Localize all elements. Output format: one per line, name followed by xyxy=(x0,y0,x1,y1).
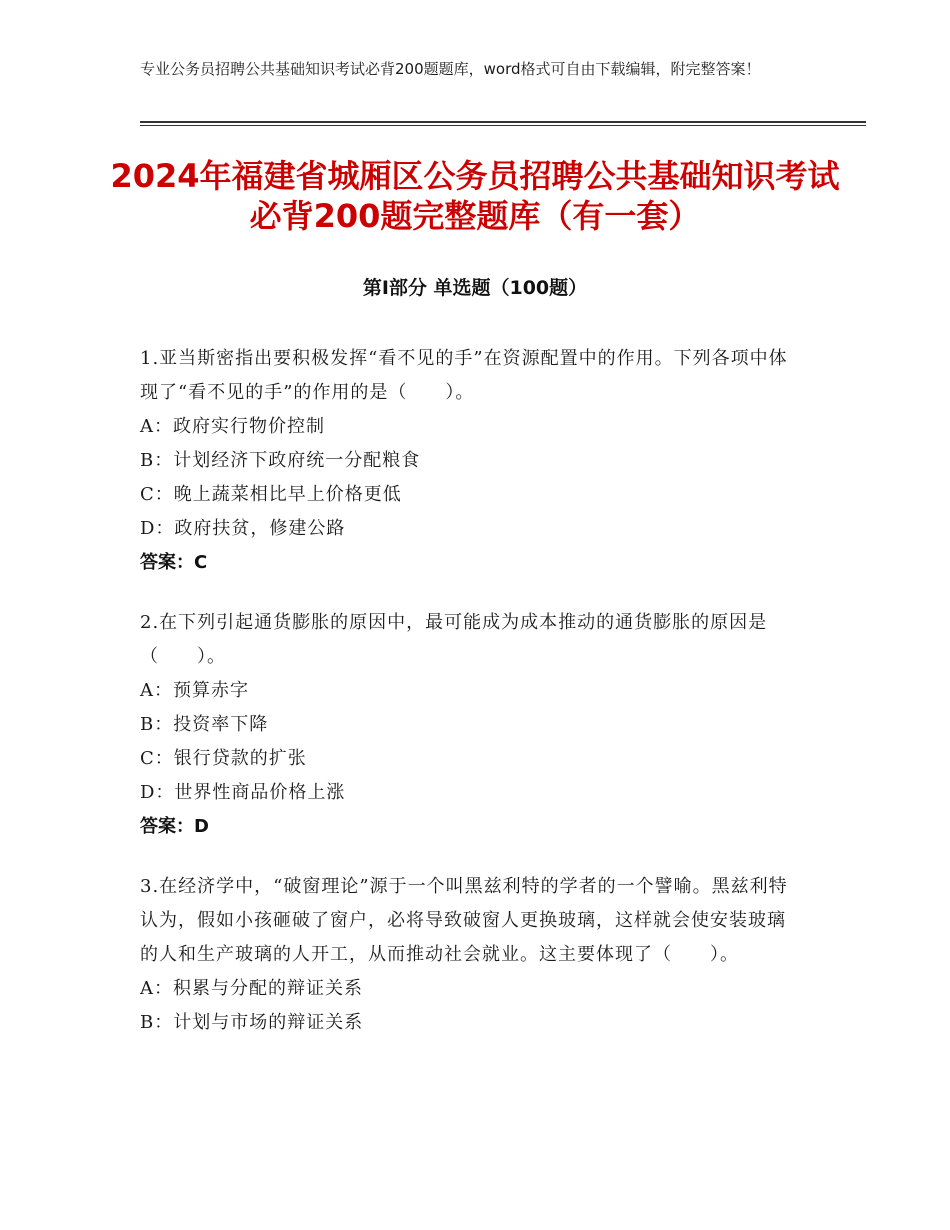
option-b: B：投资率下降 xyxy=(140,714,269,735)
answer-label: 答案：C xyxy=(140,552,208,573)
option-a: A：政府实行物价控制 xyxy=(140,416,325,437)
option-c: C：晚上蔬菜相比早上价格更低 xyxy=(140,484,402,505)
question-2 xyxy=(140,606,800,844)
option-b: B：计划经济下政府统一分配粮食 xyxy=(140,450,421,471)
header-note: 专业公务员招聘公共基础知识考试必背200题题库，word格式可自由下载编辑，附完整答案！ xyxy=(140,60,761,78)
answer-label: 答案：D xyxy=(140,816,209,837)
question-stem: 1.亚当斯密指出要积极发挥“看不见的手”在资源配置中的作用。下列各项中体现了“看不见的手”的作用的是（ ）。 xyxy=(140,348,788,403)
option-d: D：世界性商品价格上涨 xyxy=(140,782,346,803)
question-1 xyxy=(140,342,800,580)
section-title: 第Ⅰ部分 单选题（100题） xyxy=(362,277,588,299)
header-divider xyxy=(140,121,866,126)
question-3 xyxy=(140,870,800,1040)
question-stem: 3.在经济学中，“破窗理论”源于一个叫黑兹利特的学者的一个譬喻。黑兹利特认为，假如小孩砸破了窗户，必将导致破窗人更换玻璃，这样就会使安装玻璃的人和生产玻璃的人开工，从而推动社会就业。这主要体现了（ ）。 xyxy=(140,876,788,965)
question-list xyxy=(140,342,800,1066)
option-a: A：积累与分配的辩证关系 xyxy=(140,978,363,999)
option-d: D：政府扶贫，修建公路 xyxy=(140,518,346,539)
option-c: C：银行贷款的扩张 xyxy=(140,748,307,769)
question-stem: 2.在下列引起通货膨胀的原因中，最可能成为成本推动的通货膨胀的原因是（ ）。 xyxy=(140,612,768,667)
option-a: A：预算赤字 xyxy=(140,680,249,701)
option-b: B：计划与市场的辩证关系 xyxy=(140,1012,364,1033)
document-title: 2024年福建省城厢区公务员招聘公共基础知识考试必背200题完整题库（有一套） xyxy=(110,157,840,235)
